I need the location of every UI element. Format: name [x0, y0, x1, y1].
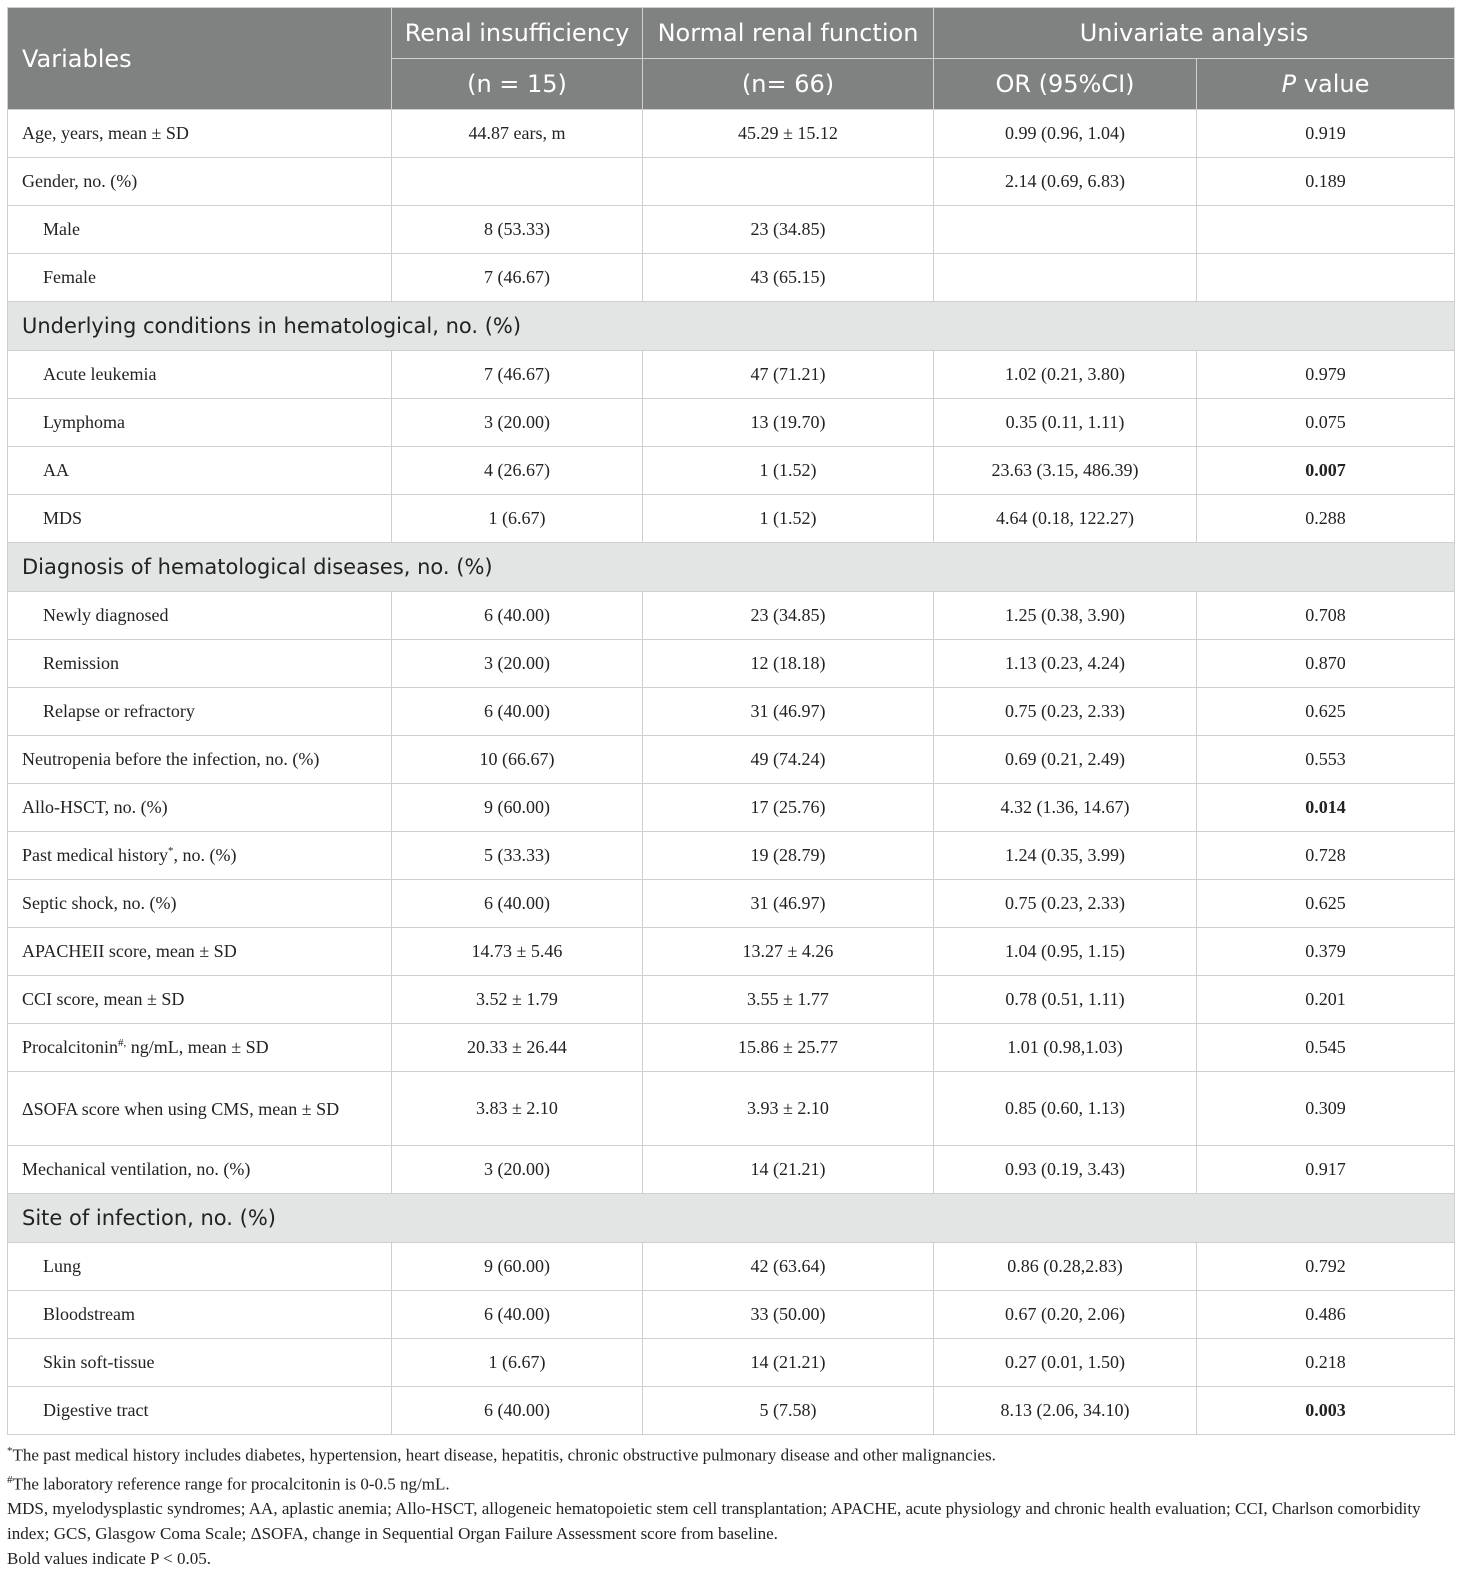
- variable-cell: [8, 832, 392, 880]
- p-value-cell: 0.979: [1197, 351, 1455, 399]
- table-header: [8, 8, 1455, 110]
- p-value-cell: 0.792: [1197, 1243, 1455, 1291]
- section-label: Site of infection, no. (%): [8, 1194, 1455, 1243]
- variable-cell: [8, 1243, 392, 1291]
- variable-footnote-mark: #,: [117, 1037, 127, 1049]
- odds-ratio-cell: 0.85 (0.60, 1.13): [934, 1072, 1197, 1146]
- table-row: [8, 447, 1455, 495]
- header-normal-n: (n= 66): [643, 59, 934, 110]
- variable-cell: [8, 976, 392, 1024]
- table-row: [8, 880, 1455, 928]
- p-value-cell: 0.625: [1197, 688, 1455, 736]
- variable-label: Acute leukemia: [43, 364, 157, 384]
- normal-renal-cell: 33 (50.00): [643, 1291, 934, 1339]
- odds-ratio-cell: 4.32 (1.36, 14.67): [934, 784, 1197, 832]
- table-row: [8, 1243, 1455, 1291]
- renal-insufficiency-cell: 10 (66.67): [392, 736, 643, 784]
- p-value-cell: 0.917: [1197, 1146, 1455, 1194]
- table-row: [8, 206, 1455, 254]
- variable-cell: [8, 1291, 392, 1339]
- normal-renal-cell: 19 (28.79): [643, 832, 934, 880]
- variable-label-suffix: ng/mL, mean ± SD: [126, 1037, 269, 1057]
- p-value-cell: 0.309: [1197, 1072, 1455, 1146]
- results-table: [7, 7, 1455, 1435]
- section-row: [8, 302, 1455, 351]
- odds-ratio-cell: 1.13 (0.23, 4.24): [934, 640, 1197, 688]
- odds-ratio-cell: 1.02 (0.21, 3.80): [934, 351, 1197, 399]
- renal-insufficiency-cell: [392, 158, 643, 206]
- variable-label: Past medical history: [22, 845, 168, 865]
- variable-cell: [8, 158, 392, 206]
- table-container: [7, 7, 1454, 1571]
- table-row: [8, 1024, 1455, 1072]
- variable-label: Bloodstream: [43, 1304, 135, 1324]
- p-value-cell: 0.218: [1197, 1339, 1455, 1387]
- renal-insufficiency-cell: 3 (20.00): [392, 640, 643, 688]
- renal-insufficiency-cell: 7 (46.67): [392, 351, 643, 399]
- odds-ratio-cell: 8.13 (2.06, 34.10): [934, 1387, 1197, 1435]
- p-value-cell: 0.870: [1197, 640, 1455, 688]
- normal-renal-cell: 47 (71.21): [643, 351, 934, 399]
- normal-renal-cell: 1 (1.52): [643, 495, 934, 543]
- variable-label: Female: [43, 267, 96, 287]
- variable-cell: [8, 254, 392, 302]
- normal-renal-cell: 43 (65.15): [643, 254, 934, 302]
- footnote-history: [7, 1439, 1454, 1468]
- renal-insufficiency-cell: 1 (6.67): [392, 1339, 643, 1387]
- table-row: [8, 399, 1455, 447]
- normal-renal-cell: 3.93 ± 2.10: [643, 1072, 934, 1146]
- normal-renal-cell: 23 (34.85): [643, 206, 934, 254]
- p-value-cell: 0.728: [1197, 832, 1455, 880]
- renal-insufficiency-cell: 3 (20.00): [392, 399, 643, 447]
- footnote-bold-values: Bold values indicate P < 0.05.: [7, 1549, 211, 1569]
- p-value-cell: 0.288: [1197, 495, 1455, 543]
- p-value-cell: 0.625: [1197, 880, 1455, 928]
- table-row: [8, 784, 1455, 832]
- table-row: [8, 1387, 1455, 1435]
- odds-ratio-cell: 0.69 (0.21, 2.49): [934, 736, 1197, 784]
- variable-label: Male: [43, 219, 80, 239]
- odds-ratio-cell: 2.14 (0.69, 6.83): [934, 158, 1197, 206]
- normal-renal-cell: 14 (21.21): [643, 1339, 934, 1387]
- normal-renal-cell: 49 (74.24): [643, 736, 934, 784]
- normal-renal-cell: 14 (21.21): [643, 1146, 934, 1194]
- normal-renal-cell: 13.27 ± 4.26: [643, 928, 934, 976]
- table-row: [8, 495, 1455, 543]
- variable-label: Lung: [43, 1256, 81, 1276]
- variable-cell: [8, 592, 392, 640]
- variable-label: Relapse or refractory: [43, 701, 195, 721]
- variable-cell: [8, 688, 392, 736]
- variable-cell: [8, 399, 392, 447]
- footnote-history-text: The past medical history includes diabetes, hypertension, heart disease, hepatitis, chronic obstructive pulmonary disease and other malignancies.: [12, 1445, 996, 1465]
- odds-ratio-cell: 1.24 (0.35, 3.99): [934, 832, 1197, 880]
- renal-insufficiency-cell: 1 (6.67): [392, 495, 643, 543]
- variable-label: Digestive tract: [43, 1400, 149, 1420]
- variable-cell: [8, 736, 392, 784]
- normal-renal-cell: 1 (1.52): [643, 447, 934, 495]
- variable-label: ΔSOFA score when using CMS, mean ± SD: [22, 1098, 340, 1119]
- odds-ratio-cell: 0.35 (0.11, 1.11): [934, 399, 1197, 447]
- renal-insufficiency-cell: 3 (20.00): [392, 1146, 643, 1194]
- renal-insufficiency-cell: 3.52 ± 1.79: [392, 976, 643, 1024]
- table-row: [8, 688, 1455, 736]
- odds-ratio-cell: 0.67 (0.20, 2.06): [934, 1291, 1197, 1339]
- odds-ratio-cell: 0.93 (0.19, 3.43): [934, 1146, 1197, 1194]
- renal-insufficiency-cell: 6 (40.00): [392, 1387, 643, 1435]
- table-body: [8, 110, 1455, 1435]
- odds-ratio-cell: 0.78 (0.51, 1.11): [934, 976, 1197, 1024]
- variable-cell: [8, 1024, 392, 1072]
- normal-renal-cell: [643, 158, 934, 206]
- variable-cell: [8, 447, 392, 495]
- odds-ratio-cell: 0.75 (0.23, 2.33): [934, 688, 1197, 736]
- variable-cell: [8, 351, 392, 399]
- renal-insufficiency-cell: 6 (40.00): [392, 880, 643, 928]
- p-value-cell: 0.553: [1197, 736, 1455, 784]
- table-row: [8, 736, 1455, 784]
- variable-cell: [8, 784, 392, 832]
- table-row: [8, 351, 1455, 399]
- variable-cell: [8, 495, 392, 543]
- p-value-cell: 0.007: [1197, 447, 1455, 495]
- variable-label: Procalcitonin: [22, 1037, 118, 1057]
- p-value-cell: 0.003: [1197, 1387, 1455, 1435]
- section-label: Diagnosis of hematological diseases, no. (%): [8, 543, 1455, 592]
- odds-ratio-cell: 0.86 (0.28,2.83): [934, 1243, 1197, 1291]
- variable-cell: [8, 110, 392, 158]
- normal-renal-cell: 15.86 ± 25.77: [643, 1024, 934, 1072]
- table-row: [8, 592, 1455, 640]
- normal-renal-cell: 23 (34.85): [643, 592, 934, 640]
- odds-ratio-cell: 0.75 (0.23, 2.33): [934, 880, 1197, 928]
- odds-ratio-cell: 4.64 (0.18, 122.27): [934, 495, 1197, 543]
- header-normal-renal: Normal renal function: [643, 8, 934, 59]
- footnotes: [7, 1439, 1454, 1571]
- variable-label: AA: [43, 460, 69, 480]
- table-row: [8, 1291, 1455, 1339]
- variable-label: Lymphoma: [43, 412, 125, 432]
- normal-renal-cell: 31 (46.97): [643, 880, 934, 928]
- variable-label: Remission: [43, 653, 120, 673]
- variable-label: MDS: [43, 508, 83, 528]
- p-value-cell: 0.919: [1197, 110, 1455, 158]
- table-row: [8, 1072, 1455, 1146]
- footnote-procalcitonin: [7, 1468, 1454, 1497]
- p-value-cell: 0.201: [1197, 976, 1455, 1024]
- p-value-cell: 0.708: [1197, 592, 1455, 640]
- normal-renal-cell: 17 (25.76): [643, 784, 934, 832]
- normal-renal-cell: 12 (18.18): [643, 640, 934, 688]
- variable-label: Mechanical ventilation, no. (%): [22, 1159, 251, 1179]
- renal-insufficiency-cell: 9 (60.00): [392, 784, 643, 832]
- p-value-cell: 0.014: [1197, 784, 1455, 832]
- p-value-cell: [1197, 206, 1455, 254]
- odds-ratio-cell: [934, 254, 1197, 302]
- variable-label: CCI score, mean ± SD: [22, 989, 185, 1009]
- normal-renal-cell: 3.55 ± 1.77: [643, 976, 934, 1024]
- normal-renal-cell: 5 (7.58): [643, 1387, 934, 1435]
- renal-insufficiency-cell: 6 (40.00): [392, 1291, 643, 1339]
- section-row: [8, 1194, 1455, 1243]
- variable-label: Allo-HSCT, no. (%): [22, 797, 168, 817]
- table-row: [8, 976, 1455, 1024]
- table-row: [8, 928, 1455, 976]
- renal-insufficiency-cell: 3.83 ± 2.10: [392, 1072, 643, 1146]
- renal-insufficiency-cell: 8 (53.33): [392, 206, 643, 254]
- normal-renal-cell: 45.29 ± 15.12: [643, 110, 934, 158]
- variable-cell: [8, 206, 392, 254]
- odds-ratio-cell: 1.01 (0.98,1.03): [934, 1024, 1197, 1072]
- variable-cell: [8, 928, 392, 976]
- variable-label: Age, years, mean ± SD: [22, 123, 189, 143]
- table-row: [8, 832, 1455, 880]
- variable-label: APACHEII score, mean ± SD: [22, 941, 237, 961]
- renal-insufficiency-cell: 14.73 ± 5.46: [392, 928, 643, 976]
- table-row: [8, 158, 1455, 206]
- renal-insufficiency-cell: 7 (46.67): [392, 254, 643, 302]
- p-value-cell: 0.486: [1197, 1291, 1455, 1339]
- variable-cell: [8, 1339, 392, 1387]
- variable-label: Skin soft-tissue: [43, 1352, 155, 1372]
- normal-renal-cell: 13 (19.70): [643, 399, 934, 447]
- renal-insufficiency-cell: 5 (33.33): [392, 832, 643, 880]
- header-row-top: [8, 8, 1455, 59]
- p-value-cell: 0.379: [1197, 928, 1455, 976]
- p-value-cell: 0.189: [1197, 158, 1455, 206]
- table-row: [8, 1339, 1455, 1387]
- header-p-letter: P: [1281, 70, 1297, 98]
- header-p-rest: value: [1296, 70, 1370, 98]
- variable-label: Septic shock, no. (%): [22, 893, 177, 913]
- section-label: Underlying conditions in hematological, no. (%): [8, 302, 1455, 351]
- normal-renal-cell: 42 (63.64): [643, 1243, 934, 1291]
- p-value-cell: [1197, 254, 1455, 302]
- footnote-abbreviations: MDS, myelodysplastic syndromes; AA, aplastic anemia; Allo-HSCT, allogeneic hematopoietic stem cell transplantation; APACHE, acute physiology and chronic health evaluation; CCI, Charlson comorbidity index; GCS, Glasgow Coma Scale; ΔSOFA, change in Sequential Organ Failure Assessment score from baseline.: [7, 1499, 1421, 1544]
- header-renal-insufficiency: Renal insufficiency: [392, 8, 643, 59]
- variable-label-suffix: , no. (%): [173, 845, 237, 865]
- variable-cell: [8, 1146, 392, 1194]
- variable-cell: [8, 1072, 392, 1146]
- renal-insufficiency-cell: 6 (40.00): [392, 592, 643, 640]
- renal-insufficiency-cell: 20.33 ± 26.44: [392, 1024, 643, 1072]
- header-renal-n: (n = 15): [392, 59, 643, 110]
- renal-insufficiency-cell: 44.87 ears, m: [392, 110, 643, 158]
- header-univariate: Univariate analysis: [934, 8, 1455, 59]
- renal-insufficiency-cell: 9 (60.00): [392, 1243, 643, 1291]
- odds-ratio-cell: 0.27 (0.01, 1.50): [934, 1339, 1197, 1387]
- variable-cell: [8, 1387, 392, 1435]
- footnote-mark-asterisk: *: [7, 1445, 13, 1457]
- p-value-cell: 0.075: [1197, 399, 1455, 447]
- variable-cell: [8, 640, 392, 688]
- variable-footnote-mark: *: [167, 845, 174, 857]
- odds-ratio-cell: 1.25 (0.38, 3.90): [934, 592, 1197, 640]
- odds-ratio-cell: 1.04 (0.95, 1.15): [934, 928, 1197, 976]
- footnote-procalcitonin-text: The laboratory reference range for procalcitonin is 0-0.5 ng/mL.: [12, 1474, 450, 1494]
- normal-renal-cell: 31 (46.97): [643, 688, 934, 736]
- table-row: [8, 1146, 1455, 1194]
- section-row: [8, 543, 1455, 592]
- odds-ratio-cell: [934, 206, 1197, 254]
- renal-insufficiency-cell: 4 (26.67): [392, 447, 643, 495]
- p-value-cell: 0.545: [1197, 1024, 1455, 1072]
- variable-label: Neutropenia before the infection, no. (%): [22, 749, 320, 769]
- header-p-value: [1197, 59, 1455, 110]
- table-row: [8, 254, 1455, 302]
- header-variables: Variables: [8, 8, 392, 110]
- odds-ratio-cell: 0.99 (0.96, 1.04): [934, 110, 1197, 158]
- header-or: OR (95%CI): [934, 59, 1197, 110]
- variable-label: Newly diagnosed: [43, 605, 169, 625]
- table-row: [8, 110, 1455, 158]
- variable-cell: [8, 880, 392, 928]
- variable-label: Gender, no. (%): [22, 171, 138, 191]
- odds-ratio-cell: 23.63 (3.15, 486.39): [934, 447, 1197, 495]
- table-row: [8, 640, 1455, 688]
- footnote-mark-hash: #: [7, 1473, 13, 1486]
- renal-insufficiency-cell: 6 (40.00): [392, 688, 643, 736]
